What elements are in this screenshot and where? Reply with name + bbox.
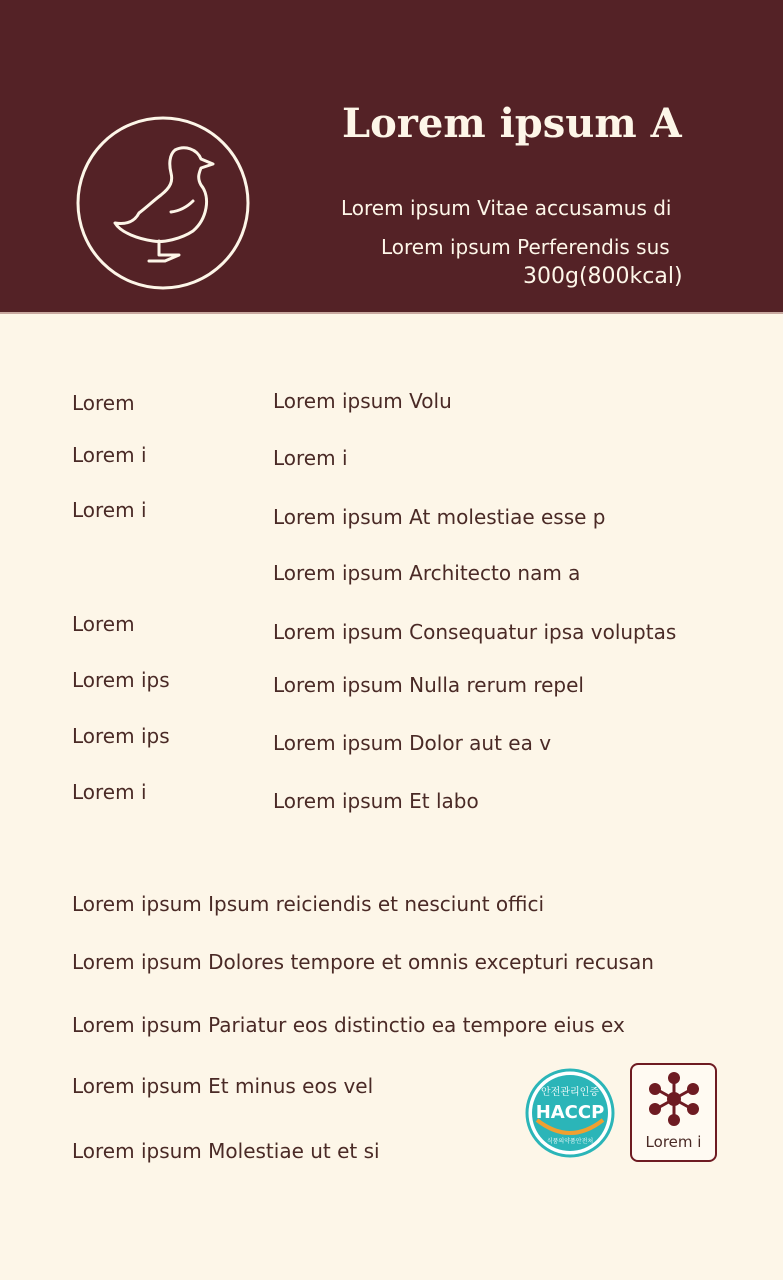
note-line: Lorem ipsum Et minus eos vel (72, 1074, 374, 1098)
spec-value: Lorem ipsum At molestiae esse p (273, 505, 606, 529)
spec-value: Lorem ipsum Nulla rerum repel (273, 673, 584, 697)
haccp-main-text: HACCP (535, 1102, 605, 1123)
spec-label: Lorem i (72, 780, 147, 804)
haccp-top-text: 안전관리인증 (541, 1087, 599, 1098)
spec-label: Lorem i (72, 443, 147, 467)
certification-badge (630, 1063, 717, 1162)
note-line: Lorem ipsum Dolores tempore et omnis excepturi recusan (72, 950, 654, 974)
product-subtitle-2: Lorem ipsum Perferendis sus (381, 235, 670, 259)
haccp-bottom-text: 식품의약품안전처 (546, 1138, 594, 1145)
product-subtitle: Lorem ipsum Vitae accusamus di (341, 196, 672, 220)
duck-icon (75, 115, 251, 291)
spec-value: Lorem i (273, 446, 348, 470)
spec-label: Lorem ips (72, 668, 170, 692)
haccp-certification-icon (525, 1068, 615, 1158)
spec-value: Lorem ipsum Volu (273, 389, 452, 413)
spec-label: Lorem (72, 612, 135, 636)
note-line: Lorem ipsum Molestiae ut et si (72, 1139, 380, 1163)
header-banner (0, 0, 783, 314)
spec-value: Lorem ipsum Architecto nam a (273, 561, 581, 585)
product-weight-calories: 300g(800kcal) (523, 264, 683, 289)
spec-label: Lorem (72, 391, 135, 415)
spec-value: Lorem ipsum Dolor aut ea v (273, 731, 552, 755)
spec-label: Lorem i (72, 498, 147, 522)
note-line: Lorem ipsum Ipsum reiciendis et nesciunt offici (72, 892, 545, 916)
product-title: Lorem ipsum A (342, 100, 682, 147)
note-line: Lorem ipsum Pariatur eos distinctio ea tempore eius ex (72, 1013, 625, 1037)
badge-label: Lorem i (645, 1133, 702, 1151)
spec-label: Lorem ips (72, 724, 170, 748)
spec-value: Lorem ipsum Consequatur ipsa voluptas (273, 620, 677, 644)
molecule-icon (648, 1071, 700, 1127)
spec-value: Lorem ipsum Et labo (273, 789, 479, 813)
